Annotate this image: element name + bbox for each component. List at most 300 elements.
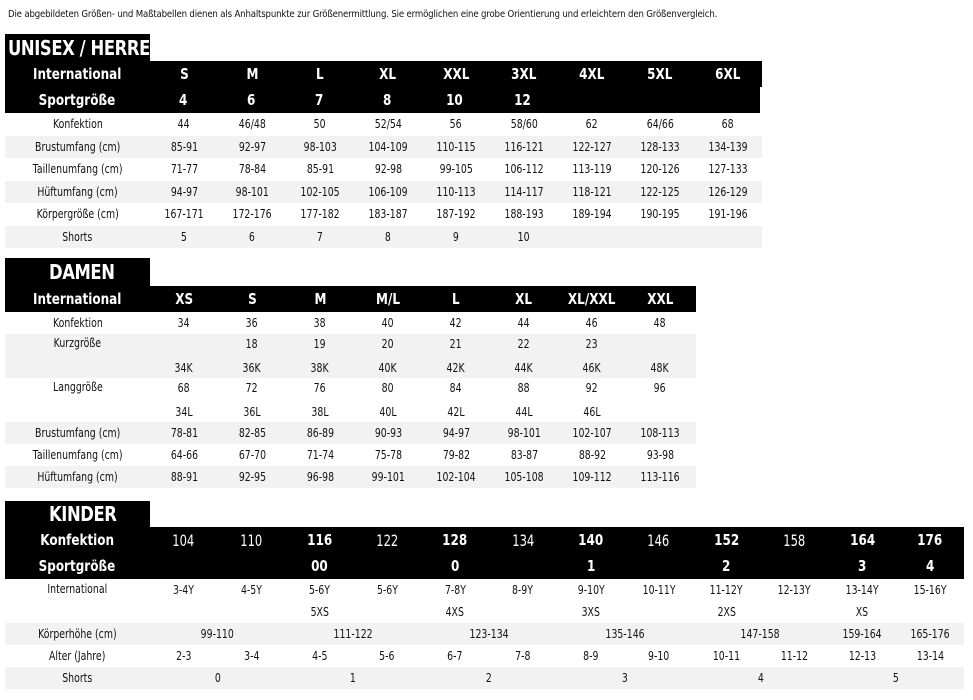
kinder-sport-cell-text: 4 (925, 557, 935, 575)
unisex-cell (150, 136, 218, 159)
unisex-cell (150, 158, 218, 181)
kinder-sport-row (5, 553, 964, 579)
damen-cell-size: 38L (311, 405, 329, 419)
unisex-row-label-text: Brustumfang (cm) (34, 139, 121, 154)
kinder-koerperhoehe-cell-text: 123-134 (469, 627, 509, 641)
kinder-konfektion-cell (693, 527, 761, 553)
damen-cell (150, 378, 218, 422)
unisex-cell (286, 158, 354, 181)
damen-cell-text: 36 (246, 316, 258, 330)
kinder-international-cell (828, 579, 896, 623)
damen-row-label-text: Kurzgröße (53, 336, 102, 350)
damen-cell-text: 90-93 (374, 426, 402, 440)
kinder-konfektion-cell-text: 158 (783, 530, 806, 550)
unisex-cell (626, 203, 694, 226)
unisex-cell-text: 52/54 (374, 117, 402, 132)
unisex-cell (354, 226, 422, 249)
intro-text: Die abgebildeten Größen- und Maßtabellen dienen als Anhaltspunkte zur Größenermittlung. Sie ermöglichen eine grobe Orientierung und erleichtern den Größenvergleich. (8, 9, 718, 20)
unisex-header-cell (353, 87, 421, 113)
damen-cell-size: 46L (583, 405, 601, 419)
damen-cell (558, 312, 626, 334)
kinder-international-value: 5-6Y (308, 583, 330, 597)
kinder-koerperhoehe-cell-text: 159-164 (842, 627, 882, 641)
damen-cell (354, 378, 422, 422)
damen-cell-size: 42L (447, 405, 465, 419)
kinder-alter-cell (760, 645, 828, 667)
unisex-cell-text: 102-105 (300, 184, 340, 199)
kinder-konfektion-cell (828, 527, 896, 553)
damen-cell (626, 466, 694, 488)
kinder-shorts-cell-text: 1 (350, 671, 357, 685)
damen-cell (626, 334, 694, 378)
damen-row-label-text: Brustumfang (cm) (34, 426, 121, 440)
damen-row (5, 444, 696, 466)
unisex-cell-text: 172-176 (232, 207, 272, 222)
unisex-cell (286, 203, 354, 226)
unisex-cell (286, 226, 354, 249)
kinder-international-size: 5XS (310, 605, 329, 619)
damen-cell (286, 444, 354, 466)
unisex-cell-text: 94-97 (170, 184, 198, 199)
damen-row-label-text: Langgröße (52, 380, 103, 394)
kinder-alter-cell-text: 5-6 (379, 649, 395, 663)
unisex-header-cell (558, 61, 626, 87)
unisex-cell (694, 203, 762, 226)
kinder-konfektion-cell (285, 527, 353, 553)
damen-cell-text: 46 (586, 316, 598, 330)
kinder-alter-cell-text: 4-5 (311, 649, 327, 663)
kinder-international-cell (285, 579, 353, 623)
unisex-cell-text: 190-195 (640, 207, 680, 222)
unisex-header-cell (490, 61, 558, 87)
unisex-row (5, 113, 762, 136)
unisex-row-label (5, 136, 150, 159)
damen-cell-value: 72 (246, 381, 258, 395)
damen-row (5, 378, 696, 422)
kinder-sport-cell-text: 1 (586, 557, 595, 575)
kinder-koerperhoehe-cell-text: 147-158 (740, 627, 780, 641)
damen-cell-value: 23 (586, 337, 598, 351)
unisex-cell-text: 5 (181, 229, 187, 244)
kinder-konfektion-cell (557, 527, 625, 553)
unisex-cell-text: 44 (178, 117, 190, 132)
kinder-international-value: 9-10Y (577, 583, 605, 597)
kinder-sport-cell (625, 553, 693, 579)
kinder-alter-cell (218, 645, 286, 667)
unisex-header-cell-text: 6 (247, 91, 256, 109)
unisex-header-cell-text: 5XL (647, 65, 673, 83)
kinder-international-value: 15-16Y (913, 583, 947, 597)
unisex-header-cell (421, 87, 489, 113)
damen-cell-value: 21 (450, 337, 462, 351)
unisex-cell (218, 136, 286, 159)
damen-cell (490, 422, 558, 444)
damen-cell (354, 444, 422, 466)
unisex-cell (422, 136, 490, 159)
unisex-cell (558, 158, 626, 181)
unisex-header-row (5, 87, 760, 113)
damen-row-label (5, 378, 150, 422)
kinder-international-value: 8-9Y (512, 583, 534, 597)
damen-cell-text: 86-89 (306, 426, 334, 440)
damen-row-label (5, 422, 150, 444)
damen-header-label (5, 286, 150, 312)
kinder-shorts-cell-text: 4 (757, 671, 764, 685)
damen-cell (354, 422, 422, 444)
kinder-konfektion-cell-text: 140 (578, 531, 604, 549)
unisex-header-label-text: International (33, 65, 122, 83)
unisex-cell (490, 181, 558, 204)
unisex-cell-text: 46/48 (238, 117, 266, 132)
unisex-cell (490, 136, 558, 159)
damen-cell (218, 334, 286, 378)
unisex-cell-text: 50 (314, 117, 326, 132)
unisex-row-label-text: Hüftumfang (cm) (37, 184, 118, 199)
unisex-cell-text: 64/66 (646, 117, 674, 132)
unisex-cell-text: 78-84 (238, 162, 266, 177)
kinder-alter-cell (421, 645, 489, 667)
damen-cell (490, 466, 558, 488)
unisex-cell (422, 226, 490, 249)
unisex-cell (286, 113, 354, 136)
unisex-cell (694, 136, 762, 159)
kinder-shorts-cell-text: 5 (893, 671, 900, 685)
damen-cell (150, 444, 218, 466)
damen-cell (558, 378, 626, 422)
unisex-cell (218, 158, 286, 181)
kinder-international-value: 5-6Y (376, 583, 398, 597)
unisex-cell (422, 113, 490, 136)
kinder-international-cell (896, 579, 964, 623)
unisex-cell-text: 106-112 (504, 162, 544, 177)
kinder-shorts-cell (421, 667, 557, 689)
kinder-alter-cell (693, 645, 761, 667)
damen-header-cell (422, 286, 490, 312)
kinder-koerperhoehe-cell (285, 623, 421, 645)
unisex-cell (694, 226, 762, 249)
kinder-alter-cell (150, 645, 218, 667)
kinder-international-cell (625, 579, 693, 623)
unisex-cell (150, 203, 218, 226)
kinder-international-value: 12-13Y (777, 583, 811, 597)
damen-cell (150, 312, 218, 334)
unisex-row-label-text: Taillenumfang (cm) (32, 162, 123, 177)
unisex-header-cell-text: 4 (179, 91, 188, 109)
damen-cell-value: 19 (314, 337, 326, 351)
damen-cell-size: 36L (243, 405, 261, 419)
unisex-cell-text: 122-125 (640, 184, 680, 199)
damen-cell-text: 75-78 (374, 448, 402, 462)
kinder-koerperhoehe-row (5, 623, 964, 645)
unisex-cell (558, 136, 626, 159)
damen-cell-text: 44 (518, 316, 530, 330)
kinder-alter-cell-text: 8-9 (583, 649, 599, 663)
kinder-konfektion-cell-text: 134 (511, 530, 534, 550)
damen-cell (218, 466, 286, 488)
damen-cell-text: 88-92 (578, 448, 606, 462)
damen-cell (354, 312, 422, 334)
kinder-konfektion-row (5, 527, 964, 553)
unisex-cell (490, 226, 558, 249)
kinder-sport-cell (285, 553, 353, 579)
damen-title: DAMEN (5, 258, 150, 286)
kinder-title: KINDER (5, 501, 150, 527)
unisex-cell (422, 158, 490, 181)
damen-cell (150, 466, 218, 488)
damen-cell-text: 88-91 (170, 470, 198, 484)
damen-cell-size: 48K (650, 361, 670, 375)
unisex-cell (354, 136, 422, 159)
unisex-row-label (5, 203, 150, 226)
damen-cell (218, 422, 286, 444)
unisex-cell (218, 226, 286, 249)
unisex-cell (490, 203, 558, 226)
damen-row-label (5, 466, 150, 488)
kinder-international-label-text: International (47, 582, 108, 596)
damen-cell-text: 42 (450, 316, 462, 330)
unisex-header-cell (489, 87, 557, 113)
damen-cell-size: 40K (378, 361, 398, 375)
damen-cell (354, 466, 422, 488)
damen-cell (422, 422, 490, 444)
unisex-cell-text: 6 (249, 229, 255, 244)
damen-cell-value: 18 (246, 337, 258, 351)
kinder-shorts-cell (557, 667, 693, 689)
unisex-row-label-text: Shorts (62, 229, 93, 244)
damen-header-cell (558, 286, 626, 312)
damen-cell (558, 444, 626, 466)
kinder-alter-cell-text: 2-3 (175, 649, 192, 663)
kinder-shorts-cell-text: 3 (621, 671, 628, 685)
kinder-konfektion-cell-text: 104 (172, 530, 195, 550)
damen-row (5, 466, 696, 488)
unisex-cell (490, 113, 558, 136)
unisex-header-cell-text: 4XL (579, 65, 605, 83)
kinder-international-cell (489, 579, 557, 623)
damen-cell-text: 38 (314, 316, 326, 330)
damen-cell-value: 80 (382, 381, 394, 395)
unisex-header-cell (694, 61, 762, 87)
kinder-konfektion-cell-text: 146 (647, 530, 670, 550)
kinder-alter-cell-text: 3-4 (243, 649, 260, 663)
damen-cell (286, 312, 354, 334)
damen-cell (626, 422, 694, 444)
damen-row (5, 312, 696, 334)
damen-cell-text: 71-74 (306, 448, 334, 462)
damen-cell-text: 48 (654, 316, 666, 330)
unisex-cell-text: 71-77 (170, 162, 198, 177)
damen-cell-text: 82-85 (238, 426, 266, 440)
damen-cell (490, 312, 558, 334)
damen-cell-size: 34L (175, 405, 193, 419)
unisex-cell-text: 191-196 (708, 207, 748, 222)
damen-cell-text: 67-70 (238, 448, 266, 462)
unisex-cell-text: 85-91 (170, 139, 198, 154)
unisex-row (5, 158, 762, 181)
damen-cell (286, 422, 354, 444)
unisex-cell (286, 136, 354, 159)
unisex-cell-text: 68 (722, 117, 734, 132)
unisex-cell-text: 7 (317, 229, 323, 244)
unisex-cell (558, 181, 626, 204)
damen-header-cell-text: XXL (646, 290, 674, 308)
unisex-header-cell (354, 61, 422, 87)
damen-row-label (5, 444, 150, 466)
unisex-cell-text: 114-117 (504, 184, 544, 199)
kinder-international-cell (557, 579, 625, 623)
unisex-header-cell (692, 87, 760, 113)
unisex-title: UNISEX / HERREN (5, 34, 150, 61)
unisex-header-cell (422, 61, 490, 87)
unisex-header-cell-text: L (316, 65, 324, 83)
unisex-cell (694, 113, 762, 136)
kinder-shorts-cell (693, 667, 829, 689)
damen-cell-text: 34 (178, 316, 190, 330)
kinder-sport-cell-text: 3 (858, 557, 867, 575)
kinder-shorts-label (5, 667, 150, 689)
damen-cell-text: 64-66 (170, 448, 198, 462)
unisex-cell (150, 181, 218, 204)
damen-cell (422, 444, 490, 466)
kinder-koerperhoehe-cell (557, 623, 693, 645)
kinder-koerperhoehe-cell (693, 623, 829, 645)
kinder-alter-label (5, 645, 150, 667)
damen-cell (218, 312, 286, 334)
unisex-row-label-text: Körpergröße (cm) (36, 207, 119, 222)
kinder-alter-cell-text: 12-13 (848, 649, 876, 663)
kinder-konfektion-cell (489, 527, 557, 553)
unisex-header-cell-text: 3XL (511, 65, 537, 83)
damen-cell-text: 102-104 (436, 470, 476, 484)
unisex-header-cell (150, 61, 218, 87)
kinder-sport-cell (760, 553, 828, 579)
damen-header-cell-text: L (452, 290, 460, 308)
damen-cell (558, 422, 626, 444)
kinder-konfektion-cell-text: 176 (917, 531, 943, 549)
kinder-konfektion-label (5, 527, 150, 553)
unisex-cell (150, 226, 218, 249)
unisex-cell (626, 181, 694, 204)
unisex-cell-text: 98-101 (235, 184, 269, 199)
unisex-cell-text: 183-187 (368, 207, 408, 222)
damen-cell (490, 334, 558, 378)
unisex-cell-text: 104-109 (368, 139, 408, 154)
kinder-koerperhoehe-label (5, 623, 150, 645)
unisex-cell-text: 98-103 (303, 139, 337, 154)
kinder-konfektion-cell-text: 122 (376, 530, 399, 550)
kinder-alter-cell (285, 645, 353, 667)
kinder-shorts-cell (285, 667, 421, 689)
unisex-cell (626, 136, 694, 159)
unisex-cell-text: 177-182 (300, 207, 340, 222)
kinder-sport-label-text: Sportgröße (39, 557, 116, 575)
unisex-header-label (5, 61, 150, 87)
kinder-alter-label-text: Alter (Jahre) (49, 649, 106, 663)
unisex-cell-text: 85-91 (306, 162, 334, 177)
kinder-alter-cell-text: 11-12 (780, 649, 808, 663)
damen-cell (286, 334, 354, 378)
damen-header-cell-text: S (247, 290, 257, 308)
unisex-cell-text: 106-109 (368, 184, 408, 199)
unisex-header-cell (218, 61, 286, 87)
kinder-shorts-label-text: Shorts (62, 671, 93, 685)
kinder-international-size: 4XS (445, 605, 465, 619)
kinder-koerperhoehe-cell (828, 623, 896, 645)
kinder-koerperhoehe-cell-text: 99-110 (200, 627, 235, 641)
kinder-alter-cell (489, 645, 557, 667)
damen-cell (558, 334, 626, 378)
kinder-international-value: 3-4Y (173, 583, 195, 597)
kinder-international-value: 11-12Y (710, 583, 743, 597)
unisex-header-cell-text: 10 (446, 91, 464, 109)
kinder-international-row (5, 579, 964, 623)
unisex-header-cell-text: 6XL (715, 65, 741, 83)
damen-row (5, 334, 696, 378)
kinder-konfektion-label-text: Konfektion (40, 531, 115, 549)
unisex-cell (218, 181, 286, 204)
kinder-international-value: 10-11Y (642, 583, 676, 597)
damen-cell (490, 444, 558, 466)
unisex-header-label-text: Sportgröße (38, 91, 116, 109)
unisex-table (5, 61, 762, 248)
kinder-koerperhoehe-cell (421, 623, 557, 645)
damen-header-cell-text: XL (515, 290, 533, 308)
kinder-alter-cell (625, 645, 693, 667)
unisex-cell (354, 181, 422, 204)
damen-cell-value: 88 (518, 381, 530, 395)
damen-cell-value: 68 (178, 381, 190, 395)
kinder-international-cell (150, 579, 218, 623)
damen-cell (286, 378, 354, 422)
unisex-row-label (5, 226, 150, 249)
unisex-cell-text: 110-115 (436, 139, 476, 154)
unisex-cell (490, 158, 558, 181)
kinder-shorts-cell (150, 667, 286, 689)
damen-row-label-text: Taillenumfang (cm) (32, 448, 123, 462)
unisex-cell (626, 158, 694, 181)
unisex-cell-text: 56 (450, 117, 462, 132)
unisex-row-label-text: Konfektion (52, 117, 103, 132)
kinder-koerperhoehe-cell-text: 135-146 (605, 627, 645, 641)
unisex-cell-text: 127-133 (708, 162, 748, 177)
damen-cell-text: 78-81 (170, 426, 198, 440)
damen-header-label-text: International (33, 290, 122, 308)
unisex-cell-text: 10 (518, 229, 530, 244)
damen-header-cell-text: M (314, 290, 326, 308)
unisex-cell-text: 92-98 (374, 162, 402, 177)
kinder-konfektion-cell (421, 527, 489, 553)
unisex-cell (694, 181, 762, 204)
damen-cell-value: 84 (450, 381, 462, 395)
kinder-sport-cell (150, 553, 218, 579)
damen-cell-size: 40L (379, 405, 397, 419)
damen-cell-size: 36K (242, 361, 262, 375)
damen-row-label (5, 334, 150, 378)
damen-cell-text: 40 (382, 316, 394, 330)
kinder-international-cell (693, 579, 761, 623)
damen-cell (150, 334, 218, 378)
unisex-header-cell (217, 87, 285, 113)
damen-cell (286, 466, 354, 488)
damen-cell-size: 44K (514, 361, 534, 375)
damen-cell-value: 96 (654, 381, 666, 395)
unisex-cell-text: 120-126 (640, 162, 680, 177)
kinder-sport-cell (353, 553, 421, 579)
kinder-konfektion-cell-text: 116 (306, 531, 332, 549)
unisex-cell (626, 113, 694, 136)
kinder-alter-cell-text: 9-10 (648, 649, 670, 663)
kinder-koerperhoehe-cell-text: 111-122 (333, 627, 373, 641)
